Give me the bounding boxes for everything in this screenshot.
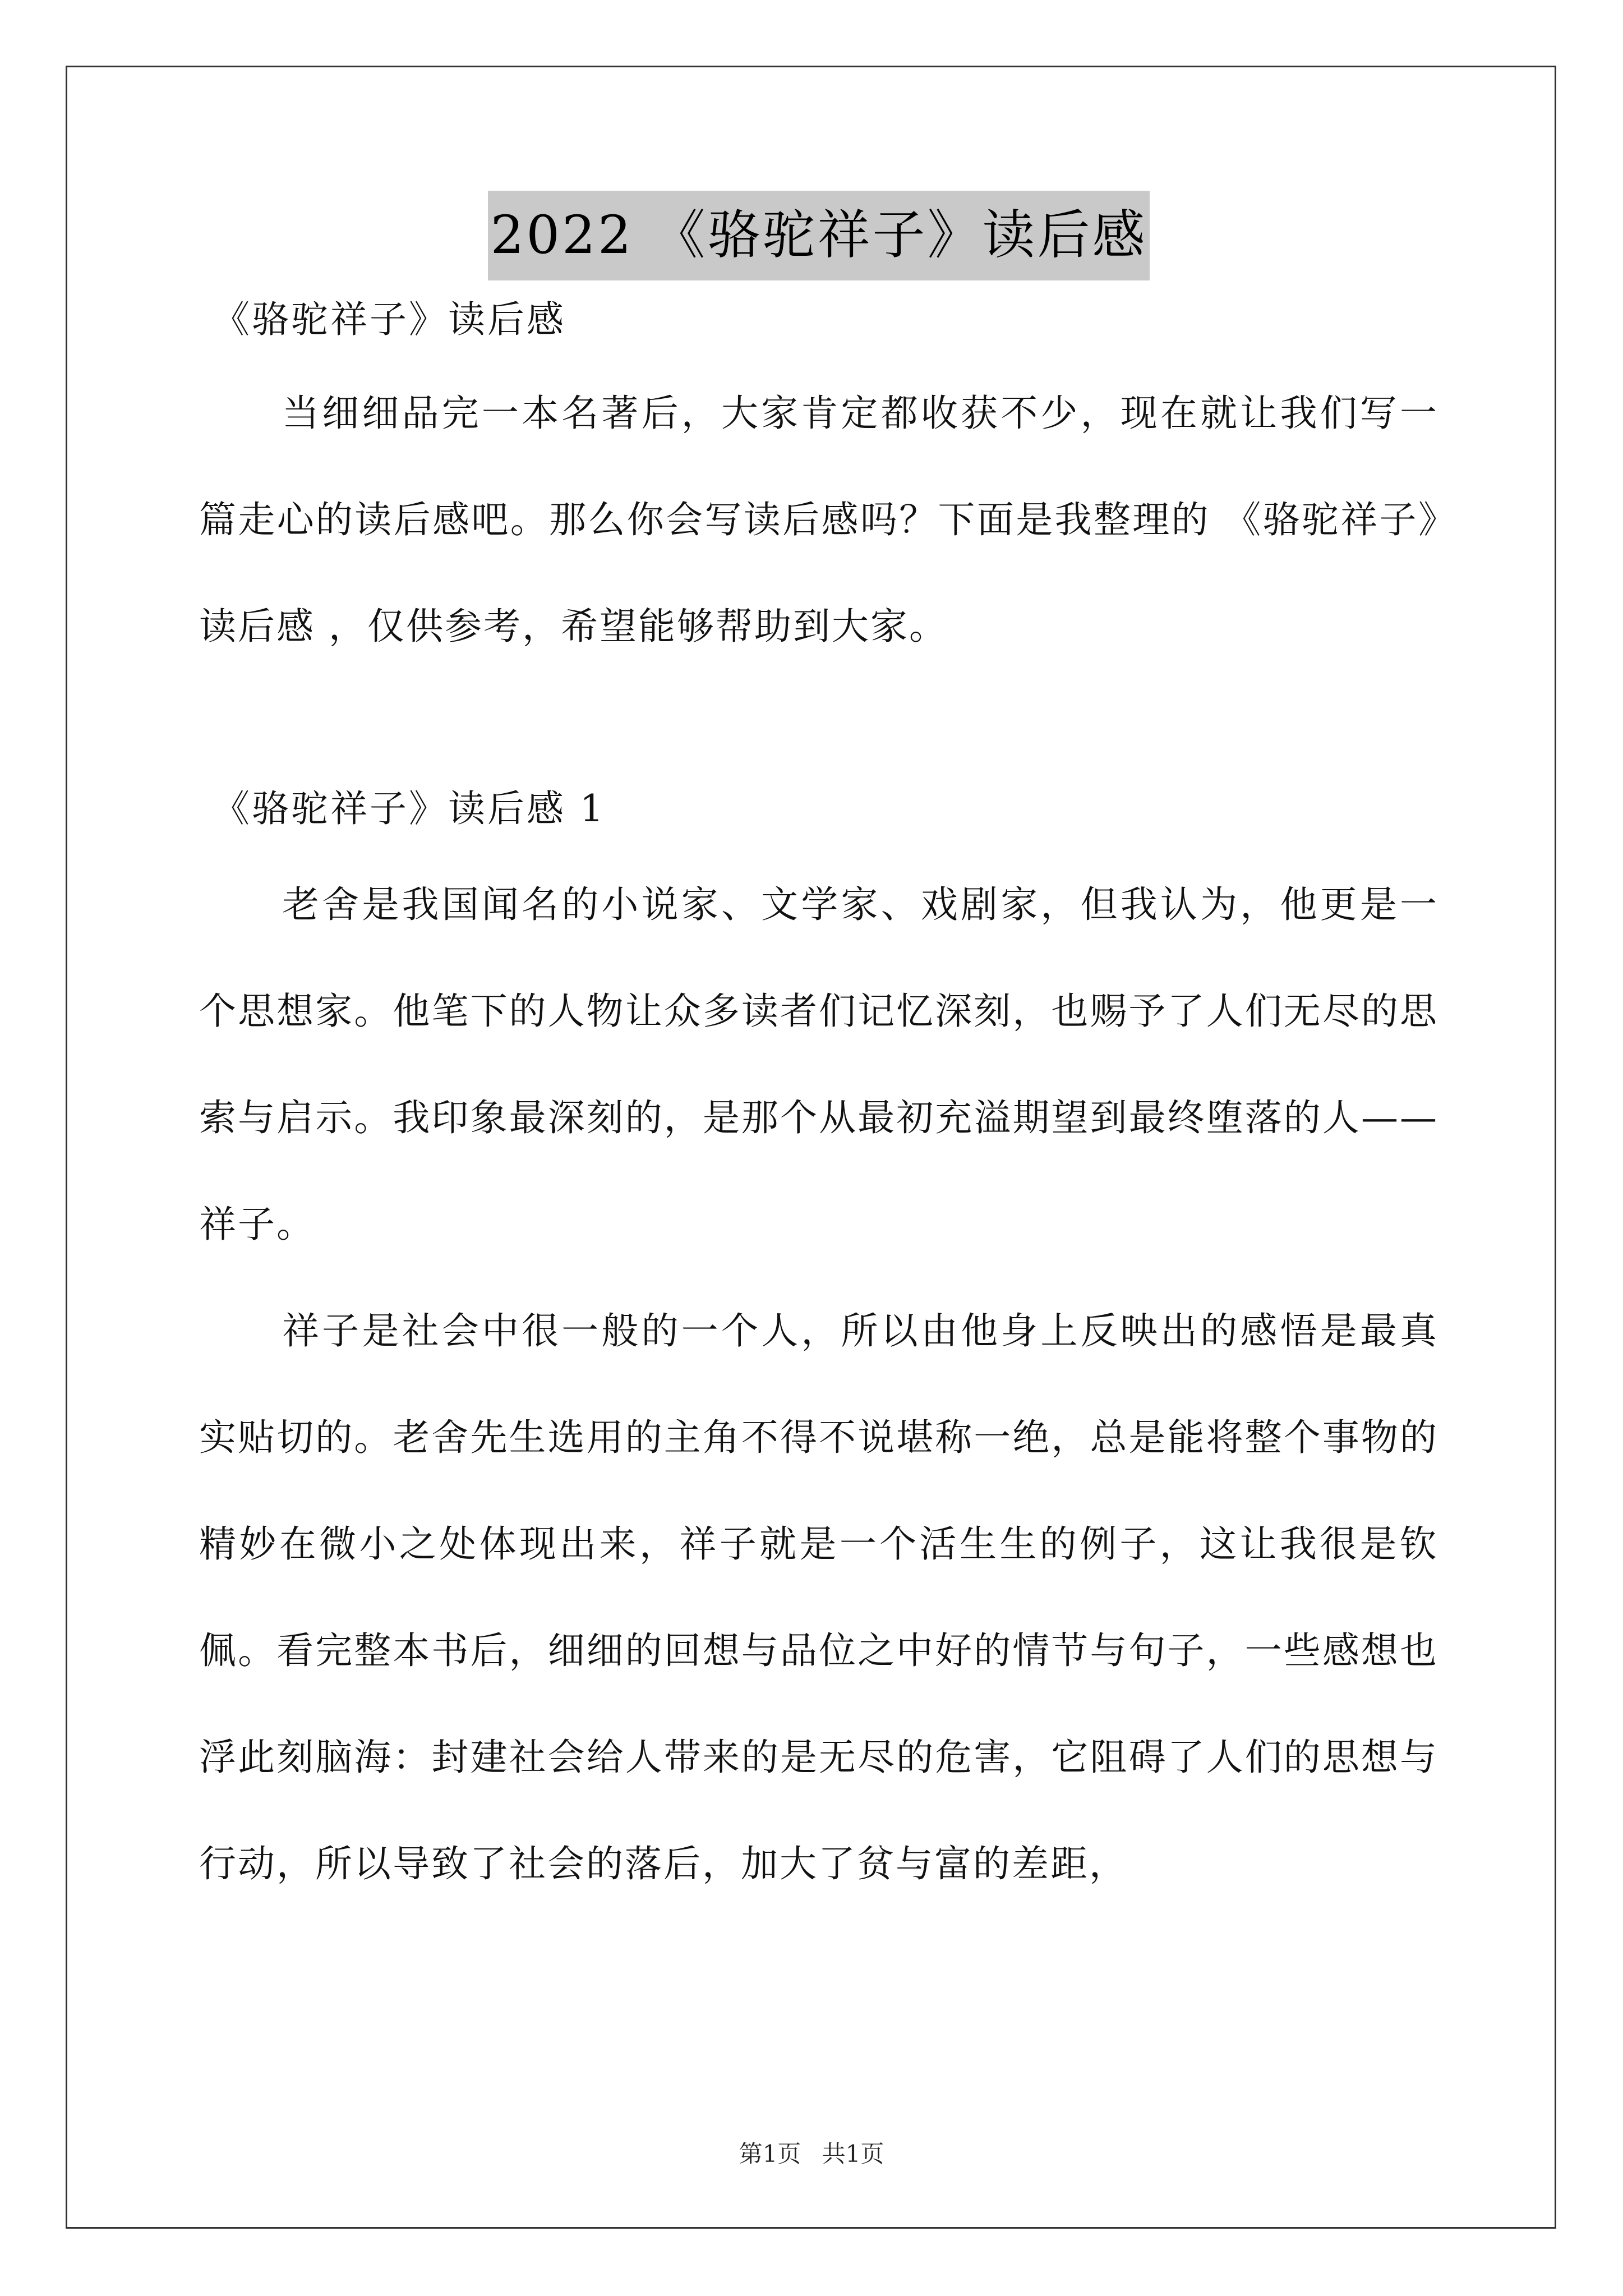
document-title: 2022 《骆驼祥子》读后感 bbox=[488, 191, 1149, 280]
body-paragraph-2: 祥子是社会中很一般的一个人，所以由他身上反映出的感悟是最真实贴切的。老舍先生选用的主角不得不说堪称一绝，总是能将整个事物的精妙在微小之处体现出来，祥子就是一个活生生的例子，这让我很是钦佩。看完整本书后，细细的回想与品位之中好的情节与句子，一些感想也浮此刻脑海：封建社会给人带来的是无尽的危害，它阻碍了人们的思想与行动，所以导致了社会的落后，加大了贫与富的差距， bbox=[199, 1309, 1438, 1885]
page-number: 第1页 bbox=[739, 2140, 801, 2168]
page-total: 共1页 bbox=[822, 2140, 884, 2168]
intro-heading: 《骆驼祥子》读后感 bbox=[213, 298, 566, 341]
page-footer bbox=[0, 2137, 1623, 2171]
section-heading: 《骆驼祥子》读后感 1 bbox=[213, 787, 606, 830]
intro-paragraph: 当细细品完一本名著后，大家肯定都收获不少，现在就让我们写一篇走心的读后感吧。那么你会写读后感吗？下面是我整理的 《骆驼祥子》读后感 ，仅供参考，希望能够帮助到大家。 bbox=[199, 392, 1438, 648]
title-container bbox=[199, 191, 1438, 286]
document-body bbox=[199, 191, 1438, 1917]
body-paragraph-1: 老舍是我国闻名的小说家、文学家、戏剧家，但我认为，他更是一个思想家。他笔下的人物让众多读者们记忆深刻，也赐予了人们无尽的思索与启示。我印象最深刻的，是那个从最初充溢期望到最终堕落的人——祥子。 bbox=[199, 883, 1438, 1246]
